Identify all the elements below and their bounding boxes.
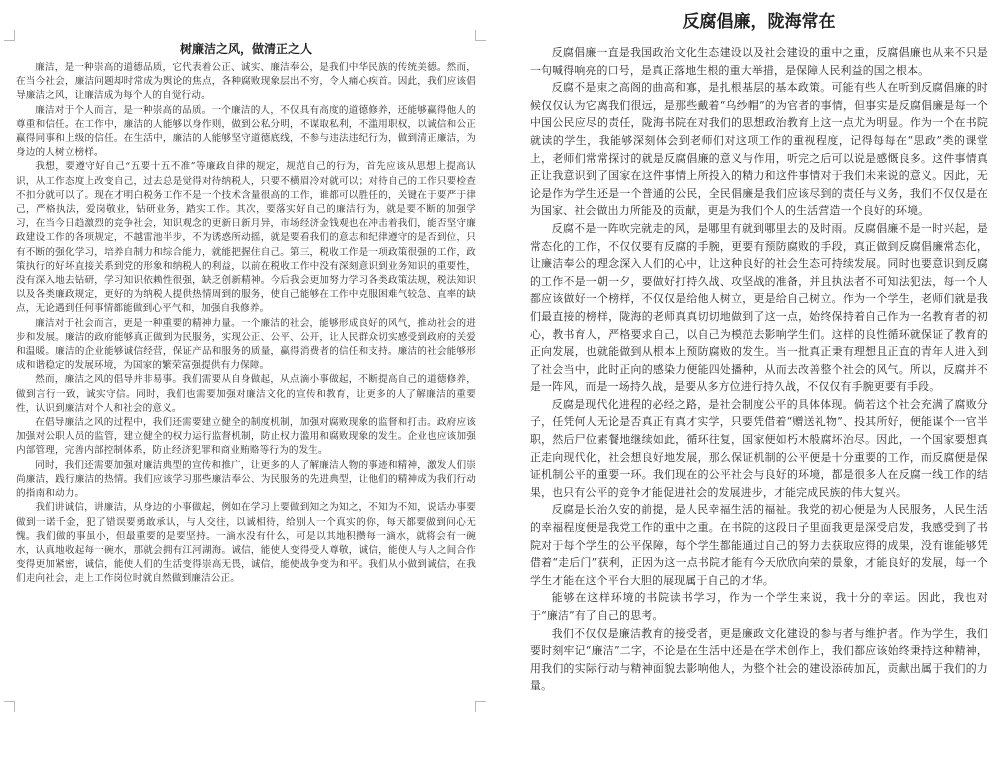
right-paragraph-6: 能够在这样环境的书院读书学习，作为一个学生来说，我十分的幸运。因此，我也对于“廉洁”有了自己的思考。	[530, 591, 988, 622]
left-paragraph-7: 同时，我们还需要加强对廉洁典型的宣传和推广，让更多的人了解廉洁人物的事迹和精神，激发人们崇尚廉洁，践行廉洁的热情。我们应该学习那些廉洁奉公、为民服务的先进典型，让他们的精神成为我们行动的指南和动力。	[16, 459, 476, 500]
left-document-page	[4, 22, 486, 712]
left-paragraph-4: 廉洁对于社会而言，更是一种重要的精神力量。一个廉洁的社会，能够形成良好的风气，推动社会的进步和发展。廉洁的政府能够真正做到为民服务，实现公正、公平、公开，让人民群众切实感受到政府的关爱和温暖。廉洁的企业能够诚信经营，保证产品和服务的质量，赢得消费者的信任和支持。廉洁的社会能够形成和谐稳定的发展环境，为国家的繁荣富强提供有力保障。	[16, 317, 476, 372]
right-paragraph-3: 反腐不是一阵吹完就走的风，是哪里有就到哪里去的及时雨。反腐倡廉不是一时兴起，是常态化的工作，不仅仅要有反腐的手腕，更要有预防腐败的手段，真正做到反腐倡廉常态化，让廉洁奉公的理念深入人们的心中，让这种良好的社会生态可持续发展。同时也要意识到反腐的工作不是一朝一夕，要做好打持久战、攻坚战的准备，并且执法者不可知法犯法，每一个人都应该做好一个榜样，不仅仅是给他人树立，更是给自己树立。作为一个学生，老师们就是我们最直接的榜样，陇海的老师真真切切地做到了这一点，始终保持着自己作为一名教育者的初心，教书育人，严格要求自己，以自己为模范去影响学生们。这样的良性循环就保证了教育的正向发展，也就能做到从根本上预防腐败的发生。当一批真正秉有理想且正直的青年人进入到了社会当中，此时正向的感染力便能四处播种，从而去改善整个社会的风气。所以，反腐并不是一阵风，而是一场持久战，是要从多方位进行持久战，不仅仅有手腕更要有手段。	[530, 221, 988, 394]
left-paragraph-3: 我想，要遵守好自己“五要十五不准”等廉政自律的规定，规范自己的行为，首先应该从思想上提高认识，从工作态度上改变自己，过去总是觉得对待纳税人，只要不横眉冷对就可以；对待自己的工作只要检查不扣分就可以了。现在才明白税务工作不是一个技术含量很高的工作，谁都可以胜任的，关键在于要严于律己，严格执法，爱岗敬业，钻研业务，踏实工作。其次，要落实好自己的廉洁行为，就是要不断的加强学习，在当今日趋激烈的竞争社会，知识观念的更新日新月异，市场经济金钱观也在冲击着我们，能否坚守廉政建设工作的各项规定，不越雷池半步，不为诱惑所动摇，就是要看我们的意志和纪律遵守的是否到位，只有不断的强化学习，培养自制力和综合能力，就能把握住自己。第三，税收工作是一项政策很强的工作，政策执行的好坏直接关系到党的形象和纳税人的利益，以前在税收工作中没有深刻意识到业务知识的重要性，没有深入地去钻研，学习知识依赖性很强，缺乏创新精神。今后我会更加努力学习各类政策法规，税法知识以及各类廉政规定，更好的为纳税人提供热情周到的服务，使自己能够在工作中克服困难气较急、直率的缺点，无论遇到任何事情都能做到心平气和，加强自我修养。	[16, 161, 476, 315]
crop-mark	[475, 701, 486, 712]
left-document-title: 树廉洁之风，做清正之人	[179, 42, 312, 56]
right-paragraph-4: 反腐是现代化进程的必经之路，是社会制度公平的具体体现。倘若这个社会充满了腐败分子，任凭何人无论是否真正有真才实学，只要凭借着“赠送礼物”、投其所好，便能谋个一官半职，然后尸位素餐地继续如此，循环往复，国家便如朽木般腐坏治尽。因此，一个国家要想真正走向现代化，社会想良好地发展，那么保证机制的公平便是十分重要的工作，而反腐便是保证机制公平的重要一环。我们现在的公平社会与良好的环境，都是很多人在反腐一线工作的结果，也只有公平的竞争才能促进社会的发展进步，才能完成民族的伟大复兴。	[530, 397, 988, 499]
left-paragraph-6: 在倡导廉洁之风的过程中，我们还需要建立健全的制度机制，加强对腐败现象的监督和打击。政府应该加强对公职人员的监管，建立健全的权力运行监督机制，防止权力滥用和腐败现象的发生。企业也应该加强内部管理，完善内部控制体系，防止经济犯罪和商业贿赂等行为的发生。	[16, 417, 476, 457]
left-paragraph-2: 廉洁对于个人而言，是一种崇高的品质。一个廉洁的人，不仅具有高度的道德修养，还能够赢得他人的尊重和信任。在工作中，廉洁的人能够以身作则，做到公私分明，不谋取私利，不滥用职权，以诚信和公正赢得同事和上级的信任。在生活中，廉洁的人能够坚守道德底线，不参与违法违纪行为，做到清正廉洁，为身边的人树立榜样。	[16, 104, 476, 159]
crop-mark	[475, 30, 486, 41]
left-paragraph-5: 然而，廉洁之风的倡导并非易事。我们需要从自身做起，从点滴小事做起，不断提高自己的道德修养，做到言行一致，诚实守信。同时，我们也需要加强对廉洁文化的宣传和教育，让更多的人了解廉洁的重要性，认识到廉洁对个人和社会的意义。	[16, 374, 476, 414]
crop-mark	[4, 30, 15, 41]
left-paragraph-1: 廉洁，是一种崇高的道德品质，它代表着公正、诚实、廉洁奉公，是我们中华民族的传统美德。然而，在当今社会，廉洁问题却时常成为舆论的焦点，各种腐败现象层出不穷，令人痛心疾首。因此，我们应该倡导廉洁之风，让廉洁成为每个人的自觉行动。	[16, 62, 476, 102]
right-paragraph-5: 反腐是长治久安的前提，是人民幸福生活的福祉。我党的初心便是为人民服务，人民生活的幸福程度便是我党工作的重中之重。在书院的这段日子里面我更是深受启发，我感受到了书院对于每个学生的公平保障，每个学生都能通过自己的努力去获取应得的成果，没有谁能够凭借着“走后门”获利，正因为这一点书院才能有今天欣欣向荣的景象，才能良好的发展，每一个学生才能在这个平台大胆的展现属于自己的才华。	[530, 503, 988, 587]
right-document-page	[520, 0, 992, 758]
right-document-title: 反腐倡廉，陇海常在	[682, 12, 836, 32]
crop-mark	[4, 701, 15, 712]
right-paragraph-1: 反腐倡廉一直是我国政治文化生态建设以及社会建设的重中之重，反腐倡廉也从来不只是一句喊得响亮的口号，是真正落地生根的重大举措，是保障人民利益的国之根本。	[530, 46, 988, 77]
right-paragraph-7: 我们不仅仅是廉洁教育的接受者，更是廉政文化建设的参与者与维护者。作为学生，我们要时刻牢记“廉洁”二字，不论是在生活中还是在学术创作上，我们都应该始终秉持这种精神，用我们的实际行动与精神面貌去影响他人，为整个社会的建设添砖加瓦，贡献出属于我们的力量。	[530, 626, 988, 693]
left-paragraph-8: 我们讲诚信，讲廉洁，从身边的小事做起，例如在学习上要做到知之为知之，不知为不知，说话办事要做到一诺千金，犯了错误要勇敢承认，与人交往，以诚相待，给别人一个真实的你，每天都要做到问心无愧。我们做的事虽小，但最重要的是要坚持。一滴水没有什么，可是以其地积攒每一滴水，就将会有一碗水，认真地收起每一碗水，那就会拥有江河湖海。诚信，能使人变得受人尊敬，诚信，能使人与人之间合作变得更加紧密，诚信，能使人们的生活变得崇高无畏，诚信，能使战争变为和平。我们从小做到诚信，在我们走向社会，走上工作岗位时就自然做到廉洁公正。	[16, 502, 476, 585]
right-paragraph-2: 反腐不是束之高阁的曲高和寡，是扎根基层的基本政策。可能有些人在听到反腐倡廉的时候仅仅认为它离我们很远，是那些戴着“乌纱帽”的为官者的事情，但事实是反腐倡廉是每一个中国公民应尽的责任，陇海书院在对我们的思想政治教育上这一点尤为明显。作为一个在书院就读的学生，我能够深刻体会到老师们对这项工作的重视程度，记得每每在“思政”类的课堂上，老师们常常探讨的就是反腐倡廉的意义与作用，听完之后可以说是感慨良多。这件事情真正让我意识到了国家在这件事情上所投入的精力和这件事情对于我们未来说的意义。因此，无论是作为学生还是一个普通的公民，全民倡廉是我们应该尽到的责任与义务，我们不仅仅是在为国家、社会做出力所能及的贡献，更是为我们个人的生活营造一个良好的环境。	[530, 81, 988, 218]
